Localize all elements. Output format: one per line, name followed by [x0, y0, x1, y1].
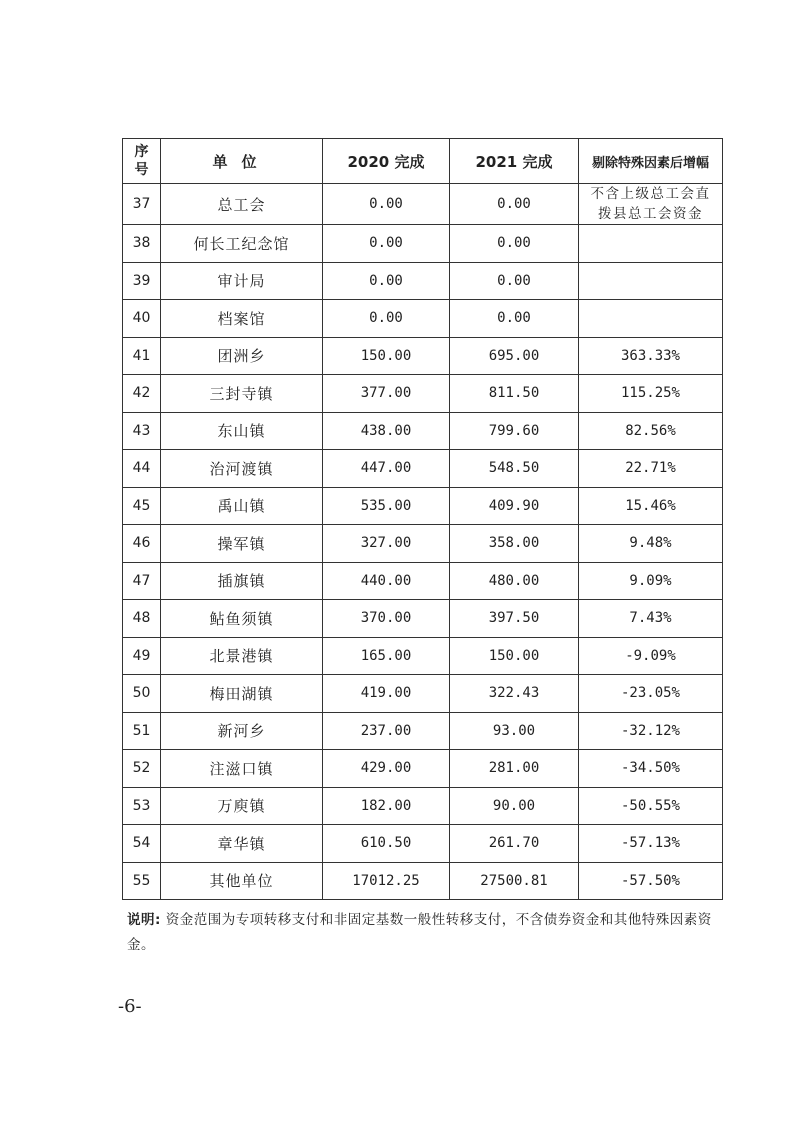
- cell-2021: 281.00: [450, 750, 579, 788]
- cell-growth: [579, 787, 723, 825]
- cell-growth: [579, 750, 723, 788]
- cell-2020: 535.00: [323, 487, 450, 525]
- table-row: [123, 750, 723, 788]
- table-row: [123, 487, 723, 525]
- cell-growth: [579, 184, 723, 225]
- cell-2020: 0.00: [323, 184, 450, 225]
- cell-2021: 480.00: [450, 562, 579, 600]
- cell-2020: 370.00: [323, 600, 450, 638]
- cell-growth: [579, 825, 723, 863]
- cell-unit: 审计局: [161, 262, 323, 300]
- cell-unit: 新河乡: [161, 712, 323, 750]
- cell-2020: 440.00: [323, 562, 450, 600]
- table-row: [123, 787, 723, 825]
- cell-unit: 注滋口镇: [161, 750, 323, 788]
- cell-growth: [579, 562, 723, 600]
- cell-growth: [579, 525, 723, 563]
- cell-growth: [579, 487, 723, 525]
- header-2021: 2021 完成: [450, 139, 579, 184]
- cell-2021: 27500.81: [450, 862, 579, 900]
- cell-growth: [579, 450, 723, 488]
- table-row: [123, 562, 723, 600]
- cell-growth: [579, 225, 723, 263]
- cell-2021: 811.50: [450, 375, 579, 413]
- header-seq-line2: 号: [134, 162, 149, 178]
- cell-growth: [579, 412, 723, 450]
- table-row: [123, 337, 723, 375]
- note-text: 资金范围为专项转移支付和非固定基数一般性转移支付，不含债券资金和其他特殊因素资金。: [127, 912, 712, 953]
- growth-line: -34.50%: [620, 760, 680, 777]
- header-unit: 单位: [161, 139, 323, 184]
- table-row: [123, 525, 723, 563]
- header-seq: [123, 139, 161, 184]
- cell-unit: 治河渡镇: [161, 450, 323, 488]
- cell-unit: 操军镇: [161, 525, 323, 563]
- table-note: [127, 908, 722, 958]
- table-row: [123, 375, 723, 413]
- table-row: [123, 300, 723, 338]
- growth-line: 拨县总工会资金: [598, 206, 703, 222]
- cell-2020: 429.00: [323, 750, 450, 788]
- cell-growth: [579, 862, 723, 900]
- cell-unit: 档案馆: [161, 300, 323, 338]
- cell-2021: 397.50: [450, 600, 579, 638]
- cell-unit: 插旗镇: [161, 562, 323, 600]
- cell-seq: 52: [123, 750, 161, 788]
- header-seq-line1: 序: [134, 144, 149, 160]
- growth-line: -57.50%: [620, 872, 680, 889]
- growth-line: 15.46%: [625, 497, 676, 514]
- cell-unit: 其他单位: [161, 862, 323, 900]
- growth-line: 9.48%: [629, 535, 672, 552]
- cell-unit: 章华镇: [161, 825, 323, 863]
- cell-2021: 409.90: [450, 487, 579, 525]
- header-growth: 剔除特殊因素后增幅: [579, 139, 723, 184]
- table-row: [123, 825, 723, 863]
- growth-line: 363.33%: [620, 347, 680, 364]
- growth-line: -32.12%: [620, 722, 680, 739]
- cell-2021: 322.43: [450, 675, 579, 713]
- table-row: [123, 862, 723, 900]
- cell-2021: 548.50: [450, 450, 579, 488]
- table-row: [123, 450, 723, 488]
- note-label: 说明:: [127, 912, 161, 928]
- header-2020: 2020 完成: [323, 139, 450, 184]
- cell-unit: 鲇鱼须镇: [161, 600, 323, 638]
- cell-2021: 0.00: [450, 262, 579, 300]
- cell-growth: [579, 375, 723, 413]
- cell-2020: 182.00: [323, 787, 450, 825]
- cell-seq: 38: [123, 225, 161, 263]
- cell-seq: 43: [123, 412, 161, 450]
- cell-growth: [579, 712, 723, 750]
- cell-2021: 93.00: [450, 712, 579, 750]
- cell-seq: 48: [123, 600, 161, 638]
- cell-2021: 799.60: [450, 412, 579, 450]
- cell-unit: 团洲乡: [161, 337, 323, 375]
- cell-seq: 49: [123, 637, 161, 675]
- cell-seq: 45: [123, 487, 161, 525]
- cell-2021: 150.00: [450, 637, 579, 675]
- cell-growth: [579, 637, 723, 675]
- table-row: [123, 412, 723, 450]
- cell-growth: [579, 337, 723, 375]
- cell-2020: 150.00: [323, 337, 450, 375]
- cell-seq: 37: [123, 184, 161, 225]
- cell-seq: 46: [123, 525, 161, 563]
- table-row: [123, 600, 723, 638]
- cell-2021: 0.00: [450, 225, 579, 263]
- table-row: [123, 637, 723, 675]
- table-row: [123, 225, 723, 263]
- cell-2021: 358.00: [450, 525, 579, 563]
- cell-2020: 165.00: [323, 637, 450, 675]
- growth-line: 115.25%: [620, 385, 680, 402]
- cell-2021: 695.00: [450, 337, 579, 375]
- cell-growth: [579, 600, 723, 638]
- cell-growth: [579, 675, 723, 713]
- cell-seq: 44: [123, 450, 161, 488]
- cell-unit: 总工会: [161, 184, 323, 225]
- growth-line: -9.09%: [625, 647, 676, 664]
- cell-2021: 90.00: [450, 787, 579, 825]
- growth-line: -23.05%: [620, 685, 680, 702]
- growth-line: 7.43%: [629, 610, 672, 627]
- cell-seq: 50: [123, 675, 161, 713]
- cell-2020: 0.00: [323, 300, 450, 338]
- cell-2020: 610.50: [323, 825, 450, 863]
- cell-growth: [579, 300, 723, 338]
- cell-2021: 0.00: [450, 184, 579, 225]
- cell-unit: 梅田湖镇: [161, 675, 323, 713]
- cell-seq: 53: [123, 787, 161, 825]
- cell-seq: 39: [123, 262, 161, 300]
- cell-unit: 北景港镇: [161, 637, 323, 675]
- fund-table: [122, 138, 723, 900]
- page-number: -6-: [118, 996, 142, 1017]
- growth-line: 22.71%: [625, 460, 676, 477]
- cell-unit: 东山镇: [161, 412, 323, 450]
- header-row: [123, 139, 723, 184]
- cell-2020: 447.00: [323, 450, 450, 488]
- cell-seq: 41: [123, 337, 161, 375]
- cell-2020: 17012.25: [323, 862, 450, 900]
- cell-unit: 何长工纪念馆: [161, 225, 323, 263]
- cell-seq: 42: [123, 375, 161, 413]
- cell-seq: 47: [123, 562, 161, 600]
- table-row: [123, 262, 723, 300]
- table-row: [123, 675, 723, 713]
- growth-line: 82.56%: [625, 422, 676, 439]
- cell-2020: 327.00: [323, 525, 450, 563]
- cell-unit: 三封寺镇: [161, 375, 323, 413]
- cell-2020: 237.00: [323, 712, 450, 750]
- cell-growth: [579, 262, 723, 300]
- cell-2020: 377.00: [323, 375, 450, 413]
- cell-seq: 51: [123, 712, 161, 750]
- cell-unit: 禹山镇: [161, 487, 323, 525]
- cell-seq: 40: [123, 300, 161, 338]
- table-row: [123, 712, 723, 750]
- cell-seq: 55: [123, 862, 161, 900]
- cell-unit: 万庾镇: [161, 787, 323, 825]
- growth-line: -57.13%: [620, 835, 680, 852]
- cell-2020: 419.00: [323, 675, 450, 713]
- cell-2020: 0.00: [323, 225, 450, 263]
- growth-line: 9.09%: [629, 572, 672, 589]
- growth-line: 不含上级总工会直: [590, 186, 711, 202]
- cell-2020: 0.00: [323, 262, 450, 300]
- table-row: [123, 184, 723, 225]
- cell-seq: 54: [123, 825, 161, 863]
- cell-2021: 0.00: [450, 300, 579, 338]
- growth-line: -50.55%: [620, 797, 680, 814]
- cell-2021: 261.70: [450, 825, 579, 863]
- cell-2020: 438.00: [323, 412, 450, 450]
